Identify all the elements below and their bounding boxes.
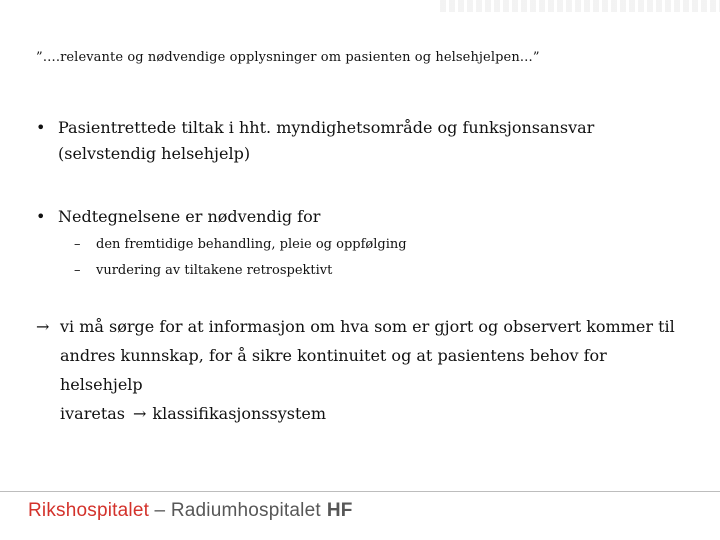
- sub-bullet-marker: –: [74, 263, 81, 278]
- logo-separator: –: [149, 500, 171, 521]
- conclusion-line-3-start: ivaretas: [60, 404, 125, 423]
- bullet-marker: •: [36, 118, 46, 137]
- logo-hf: HF: [326, 500, 353, 521]
- logo-radiumhospitalet: Radiumhospitalet: [170, 500, 321, 521]
- bullet-item: [36, 204, 686, 230]
- sub-bullet-item: [74, 262, 332, 280]
- conclusion-line-2: andres kunnskap, for å sikre kontinuitet og at pasientens behov for helsehjelp: [60, 346, 607, 394]
- logo-rikshospitalet: Rikshospitalet: [28, 500, 150, 521]
- sub-bullet-item: [74, 236, 407, 254]
- sub-bullet-text: den fremtidige behandling, pleie og oppfølging: [96, 237, 407, 252]
- sub-bullet-text: vurdering av tiltakene retrospektivt: [96, 263, 333, 278]
- bullet-text: Nedtegnelsene er nødvendig for: [58, 207, 321, 226]
- quote-text: ”….relevante og nødvendige opplysninger om pasienten og helsehjelpen…”: [36, 50, 540, 65]
- conclusion-paragraph: [36, 312, 688, 428]
- bullet-marker: •: [36, 207, 46, 226]
- bullet-item: [36, 115, 686, 167]
- footer-logo: [28, 500, 353, 522]
- bullet-text: Pasientrettede tiltak i hht. myndighetsområde og funksjonsansvar (selvstendig helsehjelp): [58, 118, 595, 163]
- arrow-right-icon: →: [36, 317, 50, 336]
- sub-bullet-marker: –: [74, 237, 81, 252]
- conclusion-line-3: [60, 399, 688, 428]
- conclusion-line-3-end: klassifikasjonssystem: [152, 404, 327, 423]
- arrow-right-icon: →: [133, 404, 147, 423]
- footer-divider: [0, 491, 720, 492]
- conclusion-line-1: vi må sørge for at informasjon om hva som er gjort og observert kommer til: [60, 317, 675, 336]
